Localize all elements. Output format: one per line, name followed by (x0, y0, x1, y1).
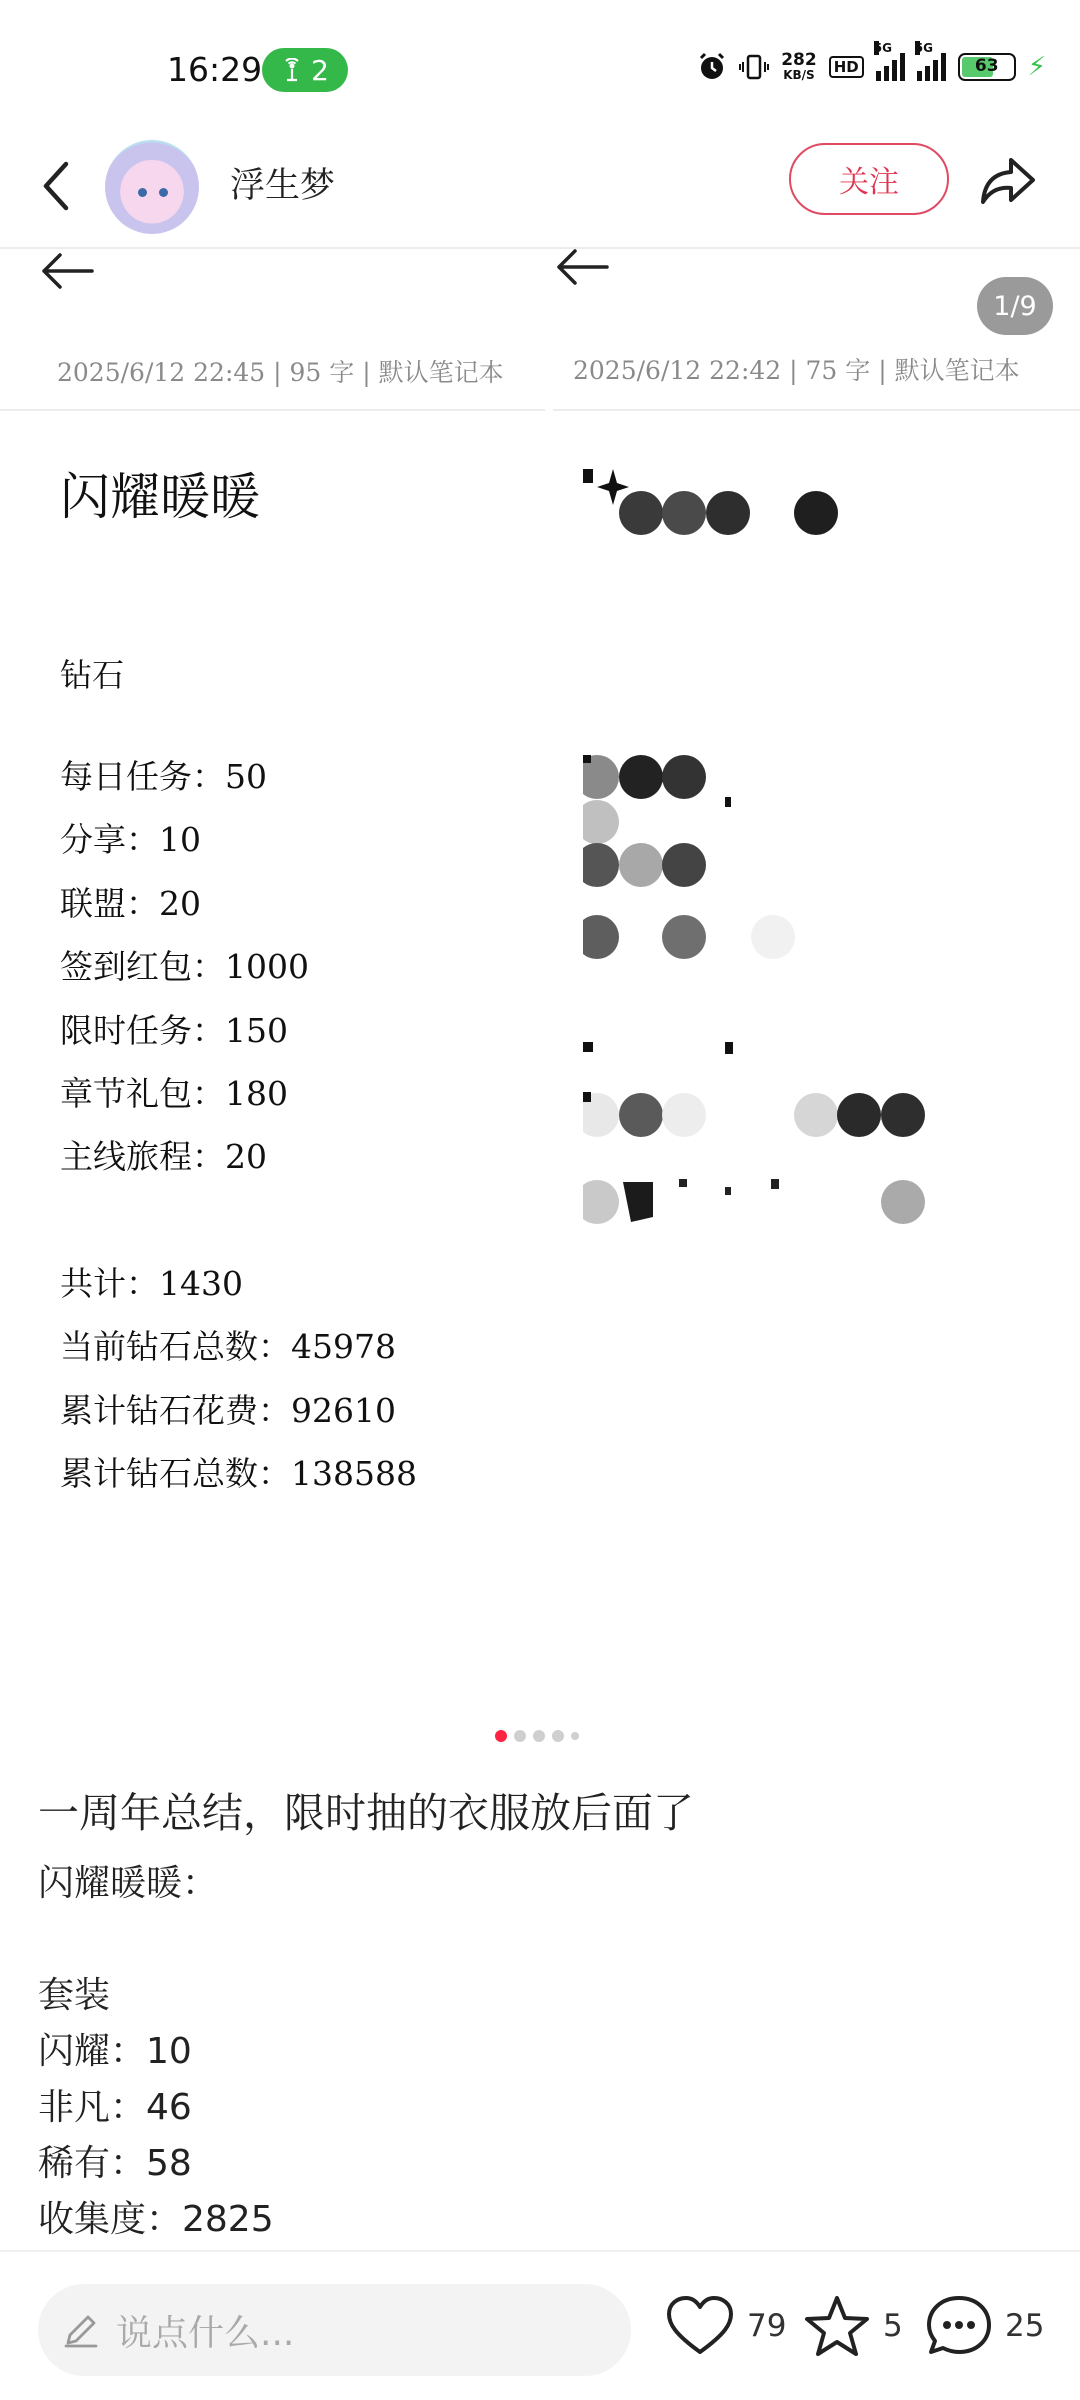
image-page-counter: 1/9 (977, 277, 1053, 335)
carousel-dot (571, 1732, 579, 1740)
battery-icon (958, 53, 1016, 81)
like-count: 79 (747, 2308, 787, 2344)
post-header (0, 140, 1080, 250)
battery-percent: 63 (974, 56, 999, 76)
note-items-list (60, 745, 309, 1189)
note-line: 限时任务：150 (60, 1010, 288, 1050)
favorite-button[interactable] (803, 2294, 903, 2358)
note-back-arrow-icon (38, 247, 96, 295)
note-line: 联盟：20 (60, 883, 201, 923)
comment-bubble-icon (925, 2294, 993, 2358)
note-section-heading: 钻石 (60, 656, 125, 694)
network-speed-unit: KB/S (783, 68, 815, 82)
note-total-line: 累计钻石总数：138588 (60, 1454, 417, 1494)
vibrate-icon (739, 52, 769, 82)
share-button[interactable] (975, 148, 1039, 212)
carousel-dot (514, 1730, 526, 1742)
note-line: 主线旅程：20 (60, 1137, 267, 1177)
hotspot-badge (262, 48, 348, 92)
carousel-dot (552, 1730, 564, 1742)
comment-input[interactable] (38, 2284, 631, 2376)
carousel-dot (533, 1730, 545, 1742)
note-totals-list (60, 1252, 417, 1506)
pixelated-content (583, 467, 1003, 1467)
author-name[interactable]: 浮生梦 (230, 166, 336, 206)
signal-icon-sim2 (914, 41, 946, 81)
carousel-dots (495, 1730, 579, 1742)
note-image-current (0, 247, 545, 1747)
status-bar (0, 0, 1080, 140)
comment-placeholder: 说点什么... (116, 2312, 295, 2354)
network-speed-value: 282 (781, 50, 817, 70)
author-avatar[interactable] (105, 140, 199, 234)
heart-icon (665, 2294, 735, 2358)
bottom-action-bar (0, 2250, 1080, 2400)
note-meta: 2025/6/12 22:42 | 75 字 | 默认笔记本 (573, 356, 1020, 385)
note-line: 分享：10 (60, 820, 201, 860)
status-icons (697, 41, 1046, 82)
pencil-icon (62, 2311, 100, 2349)
favorite-count: 5 (883, 2308, 903, 2344)
post-title: 一周年总结，限时抽的衣服放后面了 (38, 1789, 694, 1837)
carousel-dot (495, 1730, 507, 1742)
note-total-line: 当前钻石总数：45978 (60, 1327, 396, 1367)
star-icon (803, 2294, 871, 2358)
post-body: 闪耀暖暖： 套装 闪耀：10 非凡：46 稀有：58 收集度：2825 (38, 1863, 274, 2240)
alarm-icon (697, 52, 727, 82)
note-image-next (553, 247, 1080, 1747)
note-total-line: 累计钻石花费：92610 (60, 1390, 396, 1430)
status-time: 16:29 (167, 50, 263, 89)
signal-tag-sim2: 5G (914, 41, 933, 55)
network-speed (781, 52, 817, 82)
hotspot-icon (281, 58, 303, 82)
note-line: 章节礼包：180 (60, 1074, 288, 1114)
note-line: 签到红包：1000 (60, 947, 309, 987)
note-line: 每日任务：50 (60, 757, 267, 796)
charging-icon: ⚡ (1027, 52, 1046, 82)
hd-voice-badge: HD (829, 56, 864, 78)
follow-button[interactable]: 关注 (789, 143, 949, 215)
note-back-arrow-icon (553, 247, 611, 295)
comments-button[interactable] (925, 2294, 1044, 2358)
back-button[interactable] (32, 150, 82, 220)
hotspot-count: 2 (311, 53, 329, 87)
note-meta: 2025/6/12 22:45 | 95 字 | 默认笔记本 (57, 358, 504, 387)
like-button[interactable] (665, 2294, 786, 2358)
note-total-line: 共计：1430 (60, 1264, 243, 1303)
signal-icon-sim1 (873, 41, 905, 81)
signal-tag-sim1: 5G (873, 41, 892, 55)
note-title: 闪耀暖暖 (60, 468, 260, 526)
comment-count: 25 (1005, 2308, 1045, 2344)
image-carousel[interactable] (0, 247, 1080, 1747)
